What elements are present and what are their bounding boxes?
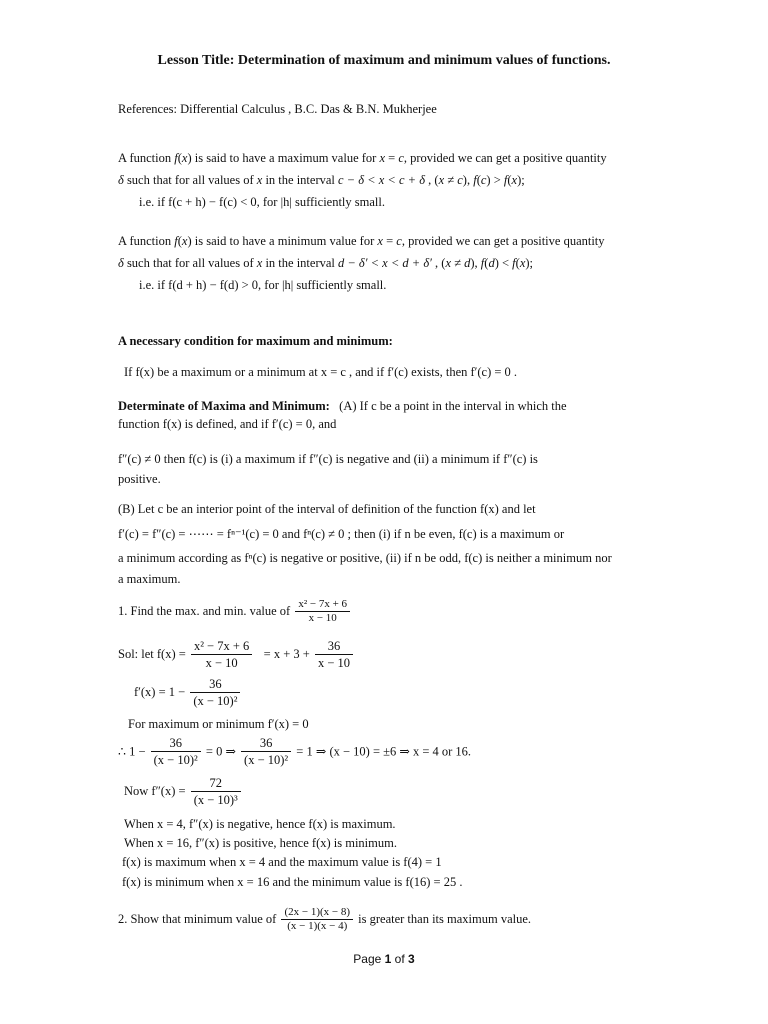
def-min-line2: δ such that for all values of x in the interval d − δ′ < x < d + δ′ , (x ≠ d), f(d) < f(x); (118, 256, 534, 270)
example1-question: 1. Find the max. and min. value of $\frac{\text{x² − 7x + 6}}{x - 10}$ (118, 598, 352, 625)
example1-derivative: f′(x) = 1 − $\frac{36}{\text{(x − 10)²}}$ (134, 676, 242, 709)
def-min-line1: A function f(x) is said to have a minimum value for x = c, provided we can get a positive quantity (118, 234, 605, 248)
def-max-line2: δ such that for all values of x in the interval c − δ < x < c + δ , (x ≠ c), f(c) > f(x); (118, 173, 525, 187)
example1-when4: When x = 4, f″(x) is negative, hence f(x) is maximum. (124, 817, 396, 831)
necessary-heading: A necessary condition for maximum and minimum: (118, 334, 393, 348)
def-min-line3: i.e. if f(d + h) − f(d) > 0, for |h| sufficiently small. (139, 278, 387, 292)
determinate-line1: Determinate of Maxima and Minimum: (A) If c be a point in the interval in which the (118, 399, 567, 413)
def-max-line3: i.e. if f(c + h) − f(c) < 0, for |h| sufficiently small. (139, 195, 385, 209)
example1-solution: Sol: let f(x) = $\frac{\text{x² − 7x + 6}}{x - 10}$ = x + 3 + $\frac{36}{x - 10}$ (118, 638, 355, 671)
necessary-text: If f(x) be a maximum or a minimum at x = c , and if f′(c) exists, then f′(c) = 0 . (124, 365, 518, 379)
example1-result-min: f(x) is minimum when x = 16 and the minimum value is f(16) = 25 . (122, 875, 463, 889)
determinate-line3: f″(c) ≠ 0 then f(c) is (i) a maximum if f″(c) is negative and (ii) a minimum if f″(c) is (118, 452, 538, 466)
determinate-b4: a maximum. (118, 572, 181, 586)
determinate-b1: (B) Let c be an interior point of the interval of definition of the function f(x) and let (118, 502, 536, 516)
references: References: Differential Calculus , B.C. Das & B.N. Mukherjee (118, 102, 437, 116)
example1-result-max: f(x) is maximum when x = 4 and the maximum value is f(4) = 1 (122, 855, 442, 869)
def-max-line1: A function f(x) is said to have a maximum value for x = c, provided we can get a positive quantity (118, 151, 607, 165)
determinate-b2: f′(c) = f″(c) = ⋯⋯ = fⁿ⁻¹(c) = 0 and fⁿ(c) ≠ 0 ; then (i) if n be even, f(c) is a maximum or (118, 527, 565, 541)
example2-question: 2. Show that minimum value of $\frac{(2x - 1)(x - 8)}{(x - 1)(x - 4)}$ is greater than its maximum value. (118, 906, 532, 932)
determinate-b3: a minimum according as fⁿ(c) is negative or positive, (ii) if n be odd, f(c) is neither a minimum nor (118, 551, 612, 565)
page-footer: Page 1 of 3 (353, 952, 415, 966)
determinate-line4: positive. (118, 472, 161, 486)
example1-fraction: $\frac{\text{x² − 7x + 6}}{x - 10}$ (295, 598, 350, 625)
example1-when16: When x = 16, f″(x) is positive, hence f(x) is minimum. (124, 836, 397, 850)
page-title: Lesson Title: Determination of maximum and minimum values of functions. (157, 53, 611, 68)
example1-solve: ∴ 1 − $\frac{36}{\text{(x − 10)²}}$ = 0 ⇒ $\frac{36}{\text{(x − 10)²}}$ = 1 ⇒ (x − 10) = ±6 ⇒ x = 4 or 16. (118, 736, 472, 767)
example1-second-derivative: Now f″(x) = $\frac{72}{\text{(x − 10)³}}$ (124, 775, 243, 808)
example1-condition: For maximum or minimum f′(x) = 0 (128, 717, 309, 731)
determinate-line2: function f(x) is defined, and if f′(c) = 0, and (118, 417, 337, 431)
